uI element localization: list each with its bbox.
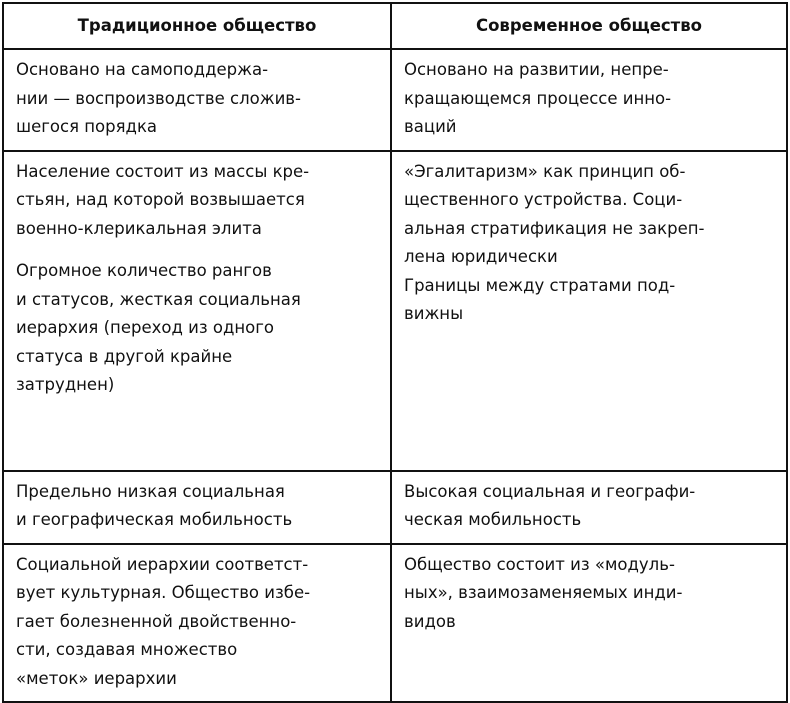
header-row bbox=[3, 3, 787, 49]
cell-modern bbox=[391, 471, 787, 544]
cell-traditional bbox=[3, 544, 391, 703]
cell-text: Социальной иерархии соответст- вует культурная. Общество избе- гает болезненной двойственно- сти, создавая множество «меток» иерархии bbox=[16, 554, 311, 688]
cell-modern bbox=[391, 49, 787, 151]
table-row bbox=[3, 49, 787, 151]
cell-text: Предельно низкая социальная и географическая мобильность bbox=[16, 481, 293, 529]
cell-text: Общество состоит из «модуль- ных», взаимозаменяемых инди- видов bbox=[404, 554, 683, 631]
table-row bbox=[3, 544, 787, 703]
header-traditional: Традиционное общество bbox=[3, 3, 391, 49]
comparison-table bbox=[2, 2, 788, 703]
cell-text: «Эгалитаризм» как принцип об- щественного устройства. Соци- альная стратификация не закреп- лена юридически Границы между стратами под- вижны bbox=[404, 161, 705, 323]
cell-modern bbox=[391, 544, 787, 703]
cell-text: Основано на развитии, непре- кращающемся процессе инно- ваций bbox=[404, 60, 672, 136]
table-row bbox=[3, 151, 787, 471]
table-row bbox=[3, 471, 787, 544]
cell-traditional bbox=[3, 151, 391, 471]
cell-traditional bbox=[3, 471, 391, 544]
cell-modern bbox=[391, 151, 787, 471]
cell-text: Высокая социальная и географи- ческая мобильность bbox=[404, 481, 696, 529]
cell-text: Огромное количество рангов и статусов, жесткая социальная иерархия (переход из одного статуса в другой крайне затруднен) bbox=[16, 261, 301, 394]
cell-text: Основано на самоподдержа- нии — воспроизводстве сложив- шегося порядка bbox=[16, 60, 301, 136]
cell-traditional bbox=[3, 49, 391, 151]
header-modern: Современное общество bbox=[391, 3, 787, 49]
cell-text: Население состоит из массы кре- стьян, над которой возвышается военно-клерикальная элита bbox=[16, 161, 310, 238]
